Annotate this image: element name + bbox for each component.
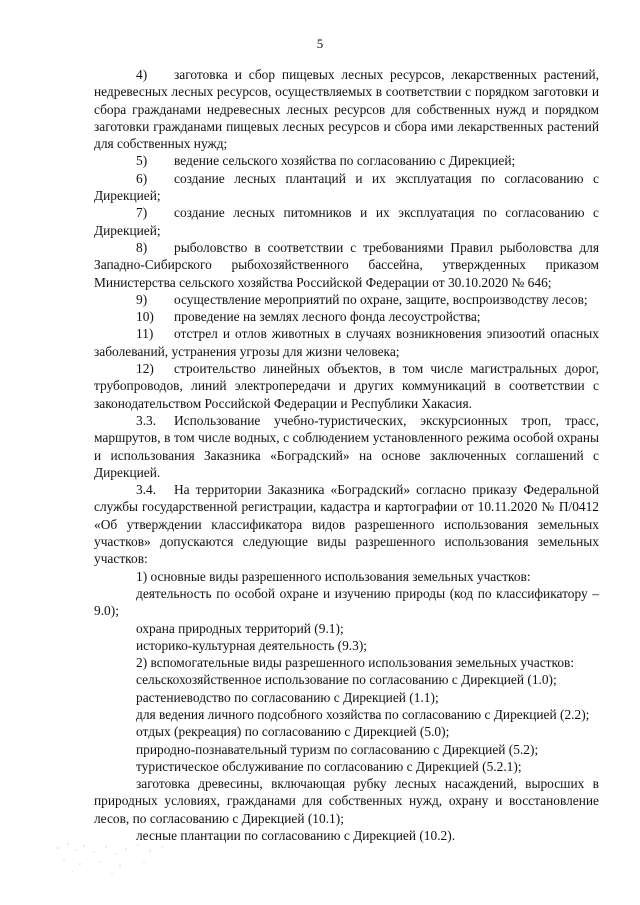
list-item-8 bbox=[94, 239, 599, 291]
item-text: строительство линейных объектов, в том числе магистральных дорог, трубопроводов, линий электропередачи и других коммуникаций в соответствии с законодательством Российской Федерации и Республики Хакасия. bbox=[94, 361, 599, 411]
list-item-4 bbox=[94, 66, 599, 152]
list-item-9 bbox=[94, 291, 599, 308]
item-text: осуществление мероприятий по охране, защите, воспроизводству лесов; bbox=[174, 291, 588, 307]
clause-text: Использование учебно-туристических, экскурсионных троп, трасс, маршрутов, в том числе водных, с соблюдением установленного режима особой охраны и использования Заказника «Боградский» на основе заключенных соглашений с Дирекцией. bbox=[94, 412, 599, 480]
list-item-5 bbox=[94, 152, 599, 169]
list-item-12 bbox=[94, 360, 599, 412]
list-item-7 bbox=[94, 204, 599, 239]
item-text: заготовка и сбор пищевых лесных ресурсов, лекарственных растений, недревесных лесных ресурсов, осуществляемых в соответствии с порядком заготовки и сбора гражданами недревесных лесных ресурсов для собственных нужд и порядком заготовки гражданами пищевых лесных ресурсов и сбора ими лекарственных растений для собственных нужд; bbox=[94, 67, 599, 152]
item-number: 11) bbox=[136, 326, 154, 342]
aux-use-item: отдых (рекреация) по согласованию с Дирекцией (5.0); bbox=[136, 724, 450, 740]
clause-number: 3.3. bbox=[136, 412, 157, 428]
main-use-item: охрана природных территорий (9.1); bbox=[136, 620, 344, 636]
item-number: 12) bbox=[136, 361, 154, 377]
aux-use-item: туристическое обслуживание по согласованию с Дирекцией (5.2.1); bbox=[136, 758, 522, 774]
clause-number: 3.4. bbox=[136, 482, 157, 498]
aux-use-item: лесные плантации по согласованию с Дирекцией (10.2). bbox=[136, 828, 456, 844]
list-item-10 bbox=[94, 308, 599, 325]
clause-text: На территории Заказника «Боградский» согласно приказу Федеральной службы государственной регистрации, кадастра и картографии от 10.11.2020 № П/0412 «Об утверждении классификатора видов разрешенного использования земельных участков» допускаются следующие виды разрешенного использования земельных участков: bbox=[94, 482, 599, 567]
list-item-6 bbox=[94, 170, 599, 205]
item-text: создание лесных плантаций и их эксплуатация по согласованию с Дирекцией; bbox=[94, 170, 599, 204]
aux-uses-heading: 2) вспомогательные виды разрешенного использования земельных участков: bbox=[136, 655, 575, 671]
item-number: 5) bbox=[136, 153, 148, 169]
item-number: 6) bbox=[136, 170, 148, 186]
page-number: 5 bbox=[316, 36, 324, 51]
aux-use-item: сельскохозяйственное использование по согласованию с Дирекцией (1.0); bbox=[136, 672, 557, 688]
item-number: 10) bbox=[136, 309, 154, 325]
clause-3-4 bbox=[94, 481, 599, 567]
scan-artifact bbox=[54, 838, 174, 878]
item-number: 4) bbox=[136, 67, 148, 82]
clause-3-3 bbox=[94, 412, 599, 481]
aux-use-item: заготовка древесины, включающая рубку лесных насаждений, выросших в природных условиях, гражданами для собственных нужд, охрану и восстановление лесов, по согласованию с Дирекцией (10.1); bbox=[94, 776, 599, 826]
item-text: создание лесных питомников и их эксплуатация по согласованию с Дирекцией; bbox=[94, 205, 599, 238]
document-body bbox=[94, 66, 599, 844]
item-number: 9) bbox=[136, 291, 148, 307]
item-text: проведение на землях лесного фонда лесоустройства; bbox=[174, 309, 481, 325]
item-text: отстрел и отлов животных в случаях возникновения эпизоотий опасных заболеваний, устранения угрозы для жизни человека; bbox=[94, 326, 599, 359]
aux-use-item: природно-познавательный туризм по согласованию с Дирекцией (5.2); bbox=[136, 741, 539, 757]
item-number: 7) bbox=[136, 205, 148, 221]
aux-use-item: растениеводство по согласованию с Дирекцией (1.1); bbox=[136, 689, 439, 705]
item-text: рыболовство в соответствии с требованиями Правил рыболовства для Западно-Сибирского рыбохозяйственного бассейна, утвержденных приказом Министерства сельского хозяйства Российской Федерации от 30.10.2020 № 646; bbox=[94, 239, 599, 290]
aux-use-item: для ведения личного подсобного хозяйства по согласованию с Дирекцией (2.2); bbox=[136, 706, 590, 722]
main-use-item: деятельность по особой охране и изучению природы (код по классификатору – 9.0); bbox=[94, 585, 599, 619]
item-text: ведение сельского хозяйства по согласованию с Дирекцией; bbox=[174, 153, 516, 169]
list-item-11 bbox=[94, 325, 599, 360]
main-uses-heading: 1) основные виды разрешенного использования земельных участков: bbox=[136, 568, 531, 584]
item-number: 8) bbox=[136, 239, 148, 255]
main-use-item: историко-культурная деятельность (9.3); bbox=[136, 637, 368, 653]
